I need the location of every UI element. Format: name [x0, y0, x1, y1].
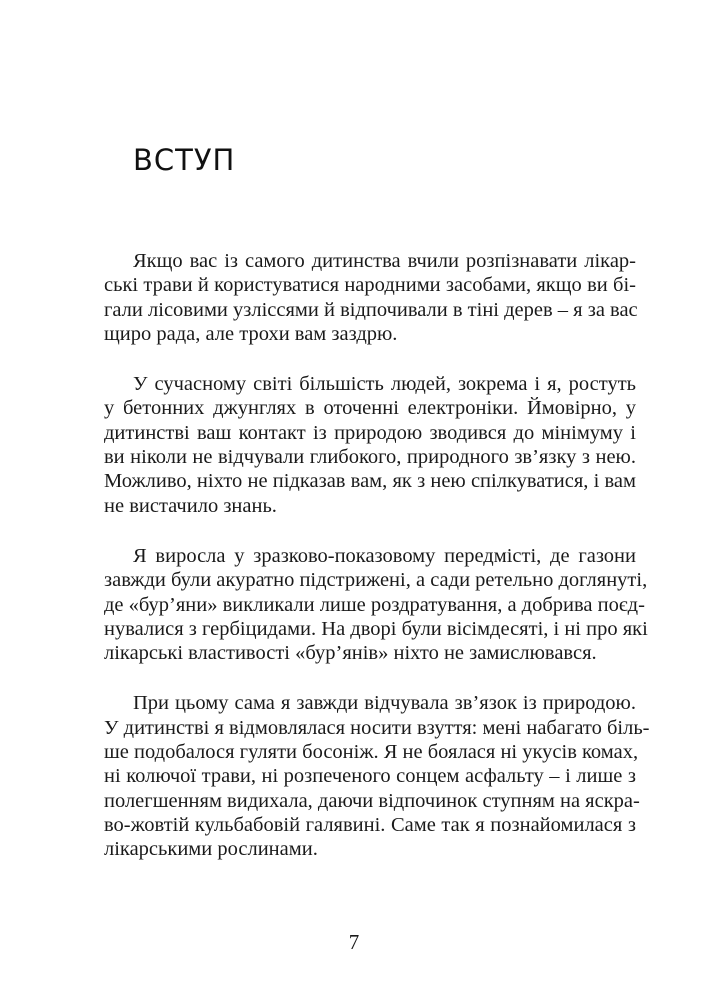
text-line: ні колючої трави, ні розпеченого сонцем асфальту – і лише з: [104, 765, 636, 788]
page-number: 7: [348, 930, 360, 954]
paragraph: [104, 249, 636, 346]
text-line: Я виросла у зразково-показовому передмісті, де газони: [133, 544, 636, 567]
chapter-title: ВСТУП: [133, 143, 236, 178]
text-line: полегшенням видихала, даючи відпочинок ступням на яскра-: [104, 789, 640, 812]
text-line: щиро рада, але трохи вам заздрю.: [104, 322, 398, 345]
body-text: [104, 249, 650, 888]
text-line: У сучасному світі більшість людей, зокрема і я, ростуть: [133, 373, 636, 396]
text-line: ви ніколи не відчували глибокого, природного зв’язку з нею.: [104, 446, 636, 469]
paragraph: [104, 372, 636, 518]
text-line: де «бур’яни» викликали лише роздратування, а добрива поєд-: [104, 593, 645, 616]
text-line: у бетонних джунглях в оточенні електроніки. Ймовірно, у: [104, 397, 636, 420]
text-line: При цьому сама я завжди відчувала зв’язок із природою.: [133, 692, 636, 715]
text-line: лікарські властивості «бур’янів» ніхто не замислювався.: [104, 642, 597, 665]
text-line: во-жовтій кульбабовій галявині. Саме так я познайомилася з: [104, 813, 636, 836]
paragraph: [104, 691, 650, 861]
text-line: нувалися з гербіцидами. На дворі були вісімдесяті, і ні про які: [104, 617, 648, 640]
text-line: Можливо, ніхто не підказав вам, як з нею спілкуватися, і вам: [104, 470, 636, 493]
paragraph: [104, 544, 648, 665]
text-line: У дитинстві я відмовлялася носити взуття: мені набагато біль-: [104, 716, 650, 739]
text-line: ше подобалося гуляти босоніж. Я не боялася ні укусів комах,: [104, 741, 639, 764]
text-line: гали лісовими узліссями й відпочивали в тіні дерев – я за вас: [104, 298, 638, 321]
text-line: дитинстві ваш контакт із природою зводився до мінімуму і: [104, 421, 636, 444]
text-line: ські трави й користуватися народними засобами, якщо ви бі-: [104, 274, 636, 297]
text-line: Якщо вас із самого дитинства вчили розпізнавати лікар-: [133, 250, 636, 272]
text-line: не вистачило знань.: [104, 494, 277, 517]
text-line: завжди були акуратно підстрижені, а сади ретельно доглянуті,: [104, 569, 648, 592]
text-line: лікарськими рослинами.: [104, 838, 318, 861]
